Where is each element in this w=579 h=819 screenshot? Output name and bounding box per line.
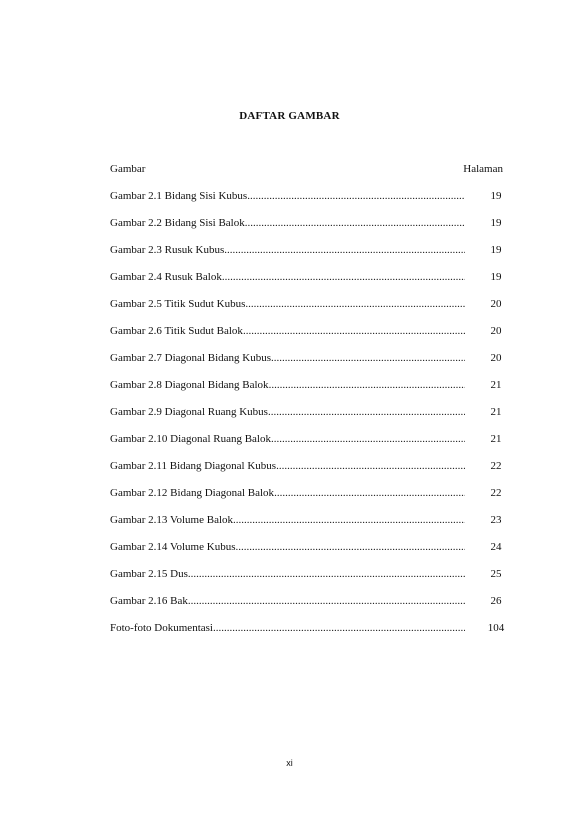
figure-entry-label: Gambar 2.11 Bidang Diagonal Kubus (110, 460, 277, 472)
list-item (110, 297, 507, 324)
figure-entry-page: 26 (490, 595, 502, 607)
figure-entry-label: Gambar 2.16 Bak (110, 595, 188, 607)
dot-leader (188, 594, 465, 608)
figure-entry-label: Gambar 2.3 Rusuk Kubus (110, 244, 225, 256)
header-figure-label: Gambar (110, 163, 146, 175)
dot-leader (233, 513, 465, 527)
figure-entry-page: 20 (490, 325, 502, 337)
figure-entry-label: Gambar 2.4 Rusuk Balok (110, 271, 222, 283)
figure-entry-page: 20 (490, 298, 502, 310)
figure-entry-label: Gambar 2.15 Dus (110, 568, 188, 580)
figure-entry-page: 22 (490, 487, 502, 499)
list-item (110, 621, 507, 648)
figure-entry-page: 23 (490, 514, 502, 526)
figure-entry-page: 21 (490, 433, 502, 445)
list-item (110, 378, 507, 405)
figure-entry-page: 20 (490, 352, 502, 364)
list-item (110, 594, 507, 621)
dot-leader (268, 405, 465, 419)
figure-entry-page: 24 (490, 541, 502, 553)
figure-entry-page: 21 (490, 379, 502, 391)
list-item (110, 189, 507, 216)
figure-entry-label: Gambar 2.13 Volume Balok (110, 514, 234, 526)
figure-entry-page: 25 (490, 568, 502, 580)
list-item (110, 216, 507, 243)
figure-list (110, 189, 507, 648)
figure-entry-page: 19 (490, 244, 502, 256)
dot-leader (224, 243, 465, 257)
dot-leader (276, 459, 465, 473)
figure-entry-label: Gambar 2.1 Bidang Sisi Kubus (110, 190, 248, 202)
dot-leader (243, 324, 465, 338)
list-item (110, 270, 507, 297)
list-item (110, 432, 507, 459)
figure-entry-label: Gambar 2.12 Bidang Diagonal Balok (110, 487, 275, 499)
list-item (110, 351, 507, 378)
figure-entry-label: Foto-foto Dokumentasi (110, 622, 213, 634)
page-number: xi (286, 758, 293, 768)
figure-entry-label: Gambar 2.10 Diagonal Ruang Balok (110, 433, 271, 445)
list-item (110, 486, 507, 513)
figure-entry-label: Gambar 2.14 Volume Kubus (110, 541, 236, 553)
dot-leader (269, 378, 465, 392)
list-item (110, 540, 507, 567)
dot-leader (235, 540, 465, 554)
figure-entry-page: 19 (490, 271, 502, 283)
dot-leader (245, 216, 465, 230)
dot-leader (188, 567, 465, 581)
dot-leader (247, 189, 465, 203)
dot-leader (213, 621, 465, 635)
list-item (110, 567, 507, 594)
figure-entry-page: 21 (490, 406, 502, 418)
figure-entry-label: Gambar 2.2 Bidang Sisi Balok (110, 217, 245, 229)
page-title: DAFTAR GAMBAR (239, 110, 340, 122)
list-item (110, 324, 507, 351)
dot-leader (245, 297, 465, 311)
dot-leader (271, 351, 465, 365)
figure-entry-page: 104 (487, 622, 505, 634)
list-header (110, 163, 503, 175)
dot-leader (222, 270, 465, 284)
figure-entry-label: Gambar 2.8 Diagonal Bidang Balok (110, 379, 269, 391)
header-page-label: Halaman (463, 163, 503, 175)
figure-entry-label: Gambar 2.6 Titik Sudut Balok (110, 325, 243, 337)
figure-entry-label: Gambar 2.9 Diagonal Ruang Kubus (110, 406, 268, 418)
list-item (110, 405, 507, 432)
list-item (110, 459, 507, 486)
list-item (110, 243, 507, 270)
figure-entry-page: 22 (490, 460, 502, 472)
figure-entry-page: 19 (490, 190, 502, 202)
figure-entry-page: 19 (490, 217, 502, 229)
figure-entry-label: Gambar 2.5 Titik Sudut Kubus (110, 298, 246, 310)
figure-entry-label: Gambar 2.7 Diagonal Bidang Kubus (110, 352, 271, 364)
dot-leader (274, 486, 465, 500)
list-item (110, 513, 507, 540)
dot-leader (271, 432, 465, 446)
